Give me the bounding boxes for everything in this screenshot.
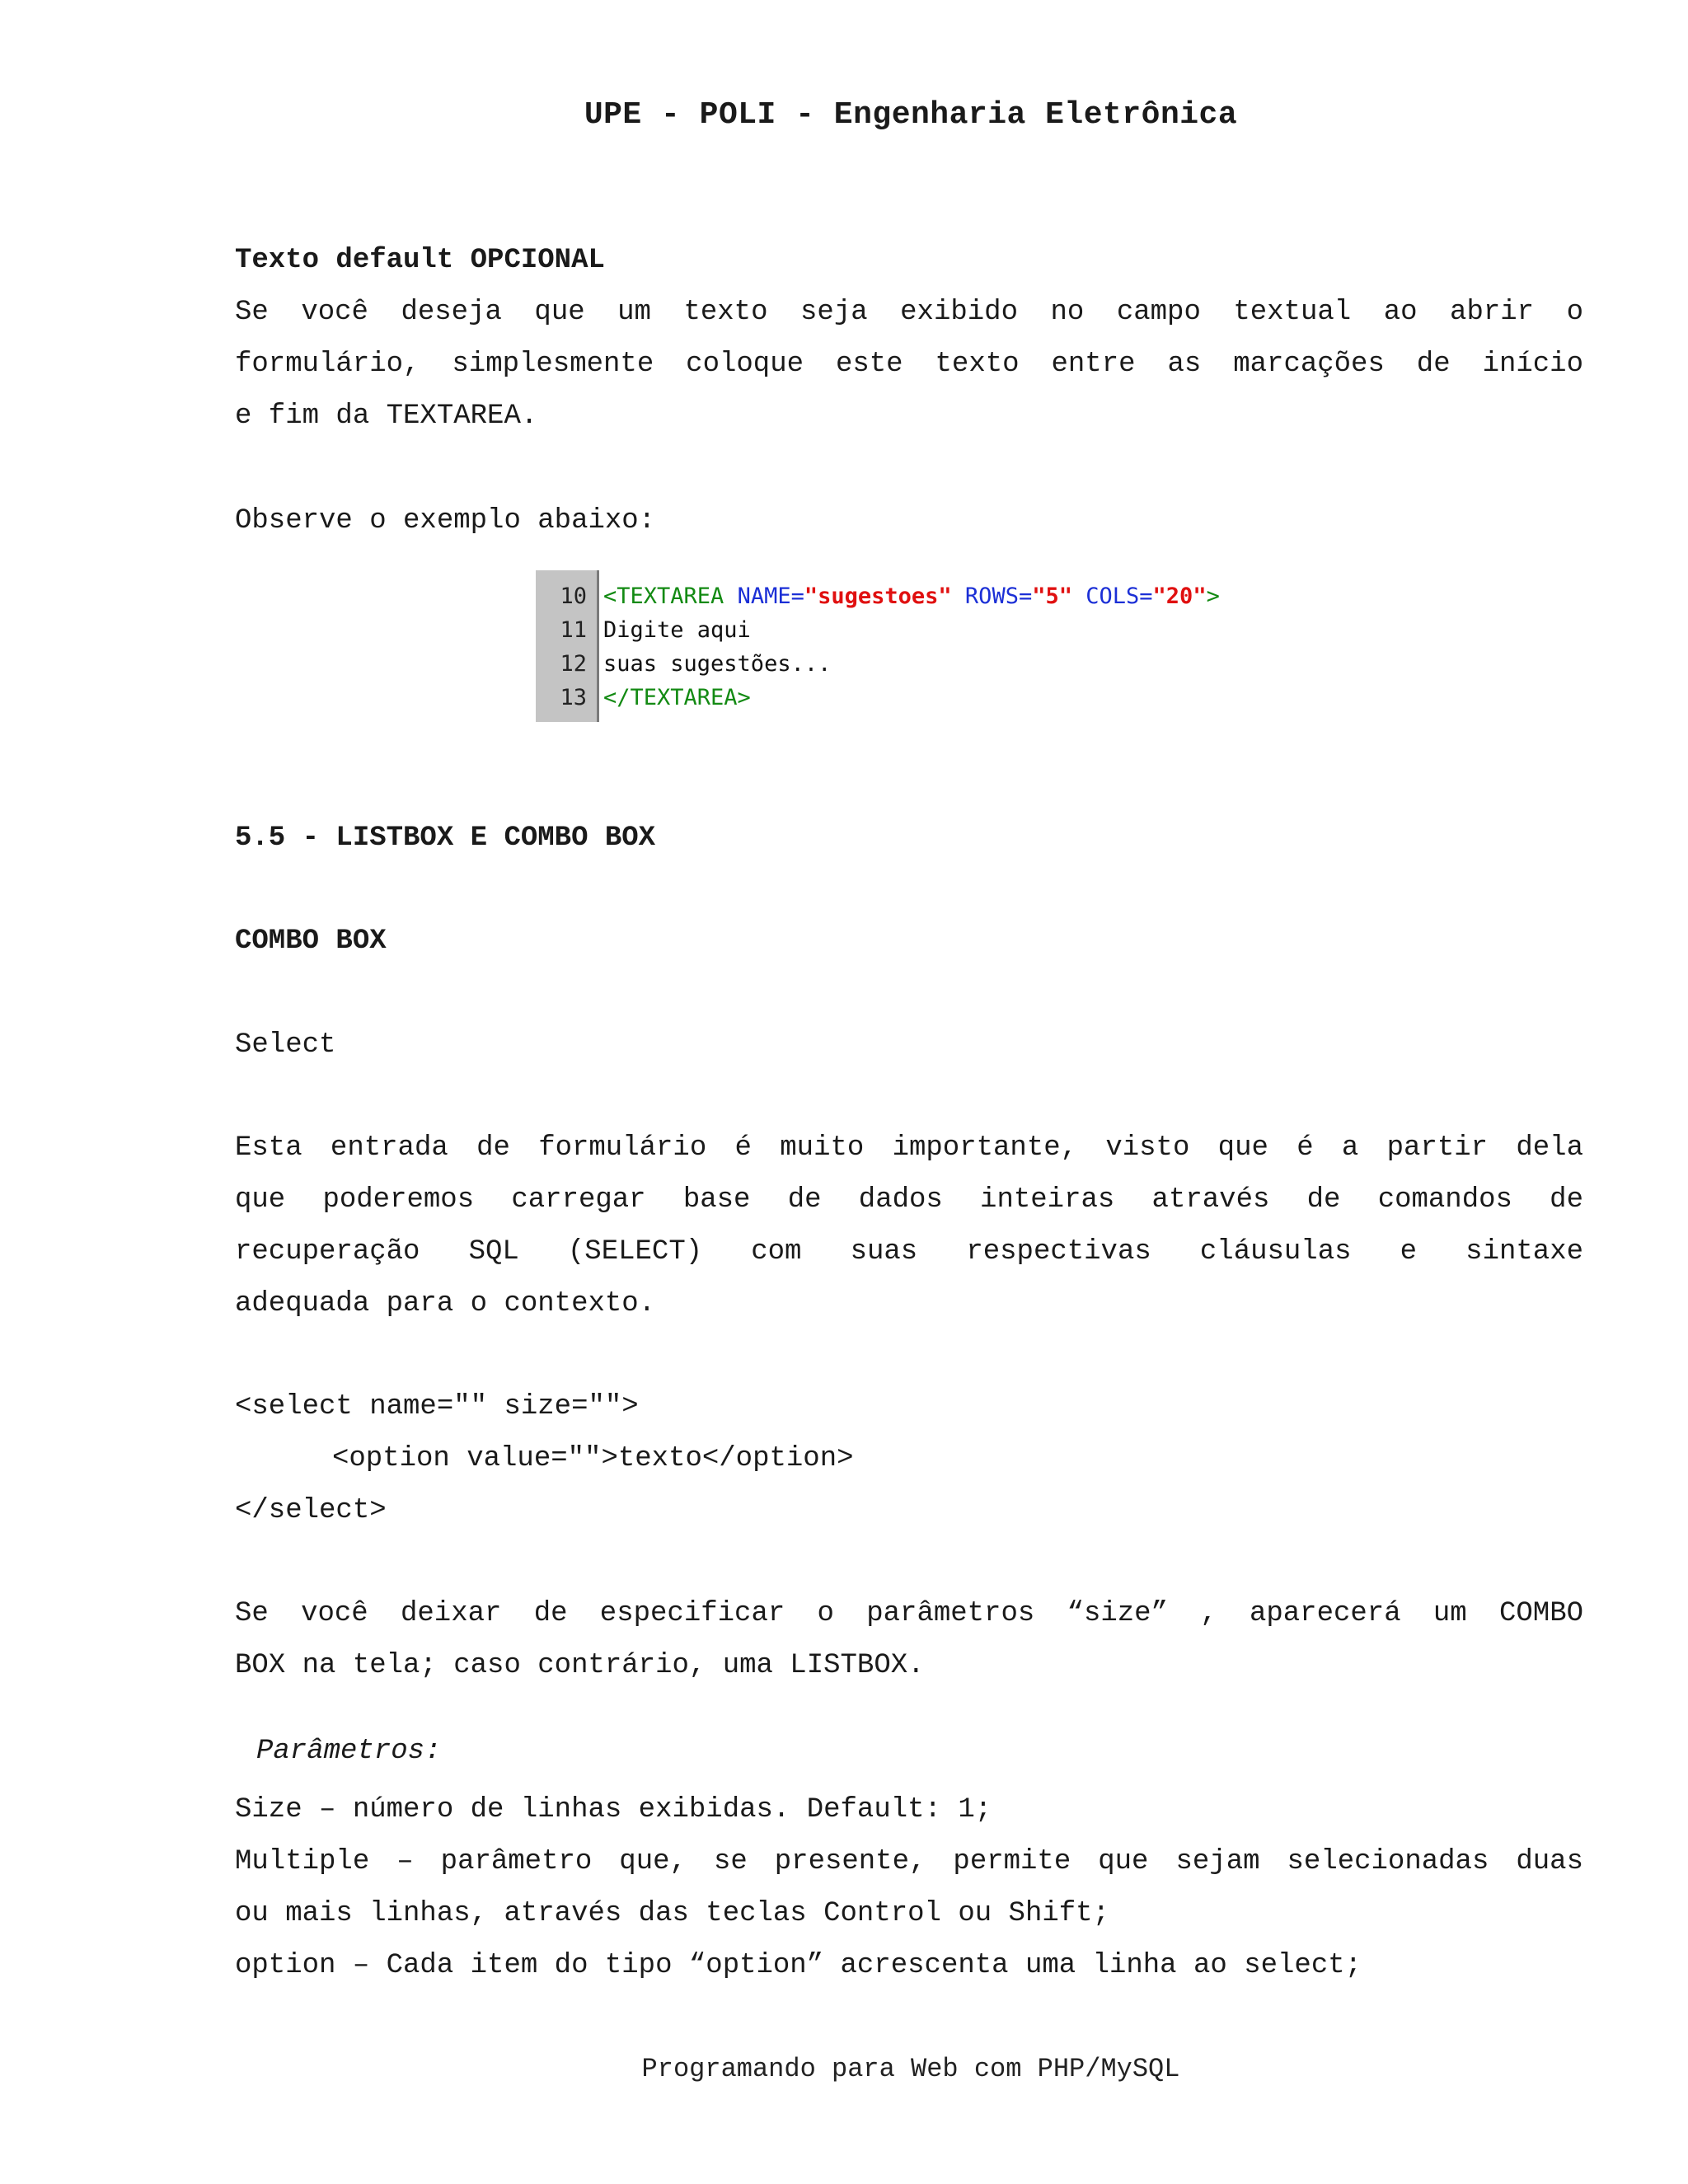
code-tag: <TEXTAREA (603, 583, 724, 609)
select-label-block (235, 1019, 1583, 1071)
default-text-paragraph (235, 287, 1583, 443)
param-option: option – Cada item do tipo “option” acrescenta uma linha ao select; (235, 1950, 1362, 1981)
code-eq: = (790, 583, 804, 609)
paragraph-line: que poderemos carregar base de dados inteiras através de comandos de (235, 1184, 1583, 1216)
paragraph-line: Esta entrada de formulário é muito importante, visto que é a partir dela (235, 1132, 1583, 1164)
code-tag: > (1206, 583, 1220, 609)
param-size: Size – número de linhas exibidas. Default: 1; (235, 1794, 992, 1825)
code-select-open: <select name="" size=""> (235, 1391, 639, 1422)
params-label: Parâmetros: (256, 1736, 442, 1767)
code-line-textarea-open (603, 583, 1220, 609)
line-number: 11 (560, 617, 587, 643)
code-value: "20" (1152, 583, 1207, 609)
paragraph-line: ou mais linhas, através das teclas Control ou Shift; (235, 1898, 1109, 1929)
size-note-lines (235, 1588, 1583, 1692)
code-eq: = (1018, 583, 1033, 609)
paragraph-line: e fim da TEXTAREA. (235, 401, 538, 432)
select-label: Select (235, 1029, 336, 1061)
code-attr: NAME (724, 583, 791, 609)
subheading-combo-box: COMBO BOX (235, 926, 387, 957)
code-attr: ROWS (951, 583, 1019, 609)
size-note-paragraph (235, 1588, 1583, 1692)
params-list (235, 1784, 1583, 1992)
line-number-gutter (536, 570, 599, 722)
code-select-close: </select> (235, 1495, 387, 1526)
listbox-section-heading-block (235, 813, 1583, 865)
code-eq: = (1139, 583, 1153, 609)
line-number: 12 (560, 651, 587, 677)
code-line-text: suas sugestões... (603, 651, 832, 677)
paragraph-line: adequada para o contexto. (235, 1288, 656, 1319)
line-number: 10 (560, 583, 587, 609)
code-line-text: Digite aqui (603, 617, 751, 643)
default-text-section (235, 235, 1583, 443)
code-option: <option value="">texto</option> (332, 1443, 854, 1474)
observe-line (235, 495, 1583, 547)
select-code-block (235, 1381, 1583, 1537)
code-example-image (536, 570, 1294, 722)
code-attr: COLS (1072, 583, 1140, 609)
page-footer: Programando para Web com PHP/MySQL (641, 2054, 1180, 2084)
section-heading-default-text: Texto default OPCIONAL (235, 245, 605, 276)
paragraph-line: Se você deseja que um texto seja exibido no campo textual ao abrir o (235, 297, 1583, 328)
code-value: "sugestoes" (804, 583, 952, 609)
code-line-textarea-close: </TEXTAREA> (603, 685, 751, 710)
select-description-paragraph (235, 1122, 1583, 1330)
paragraph-line: recuperação SQL (SELECT) com suas respectivas cláusulas e sintaxe (235, 1236, 1583, 1268)
select-description-lines (235, 1122, 1583, 1330)
paragraph-line: BOX na tela; caso contrário, uma LISTBOX. (235, 1650, 925, 1681)
paragraph-line: formulário, simplesmente coloque este texto entre as marcações de início (235, 349, 1583, 380)
observe-text: Observe o exemplo abaixo: (235, 505, 656, 537)
page-header-title: UPE - POLI - Engenharia Eletrônica (584, 97, 1238, 133)
line-number: 13 (560, 685, 587, 710)
section-heading-listbox: 5.5 - LISTBOX E COMBO BOX (235, 823, 656, 854)
params-label-block (235, 1726, 1583, 1778)
paragraph-line: Multiple – parâmetro que, se presente, permite que sejam selecionadas duas (235, 1846, 1583, 1877)
combo-box-heading-block (235, 916, 1583, 968)
paragraph-line: Se você deixar de especificar o parâmetros “size” , aparecerá um COMBO (235, 1598, 1583, 1629)
param-multiple (235, 1836, 1583, 1940)
code-value: "5" (1032, 583, 1072, 609)
